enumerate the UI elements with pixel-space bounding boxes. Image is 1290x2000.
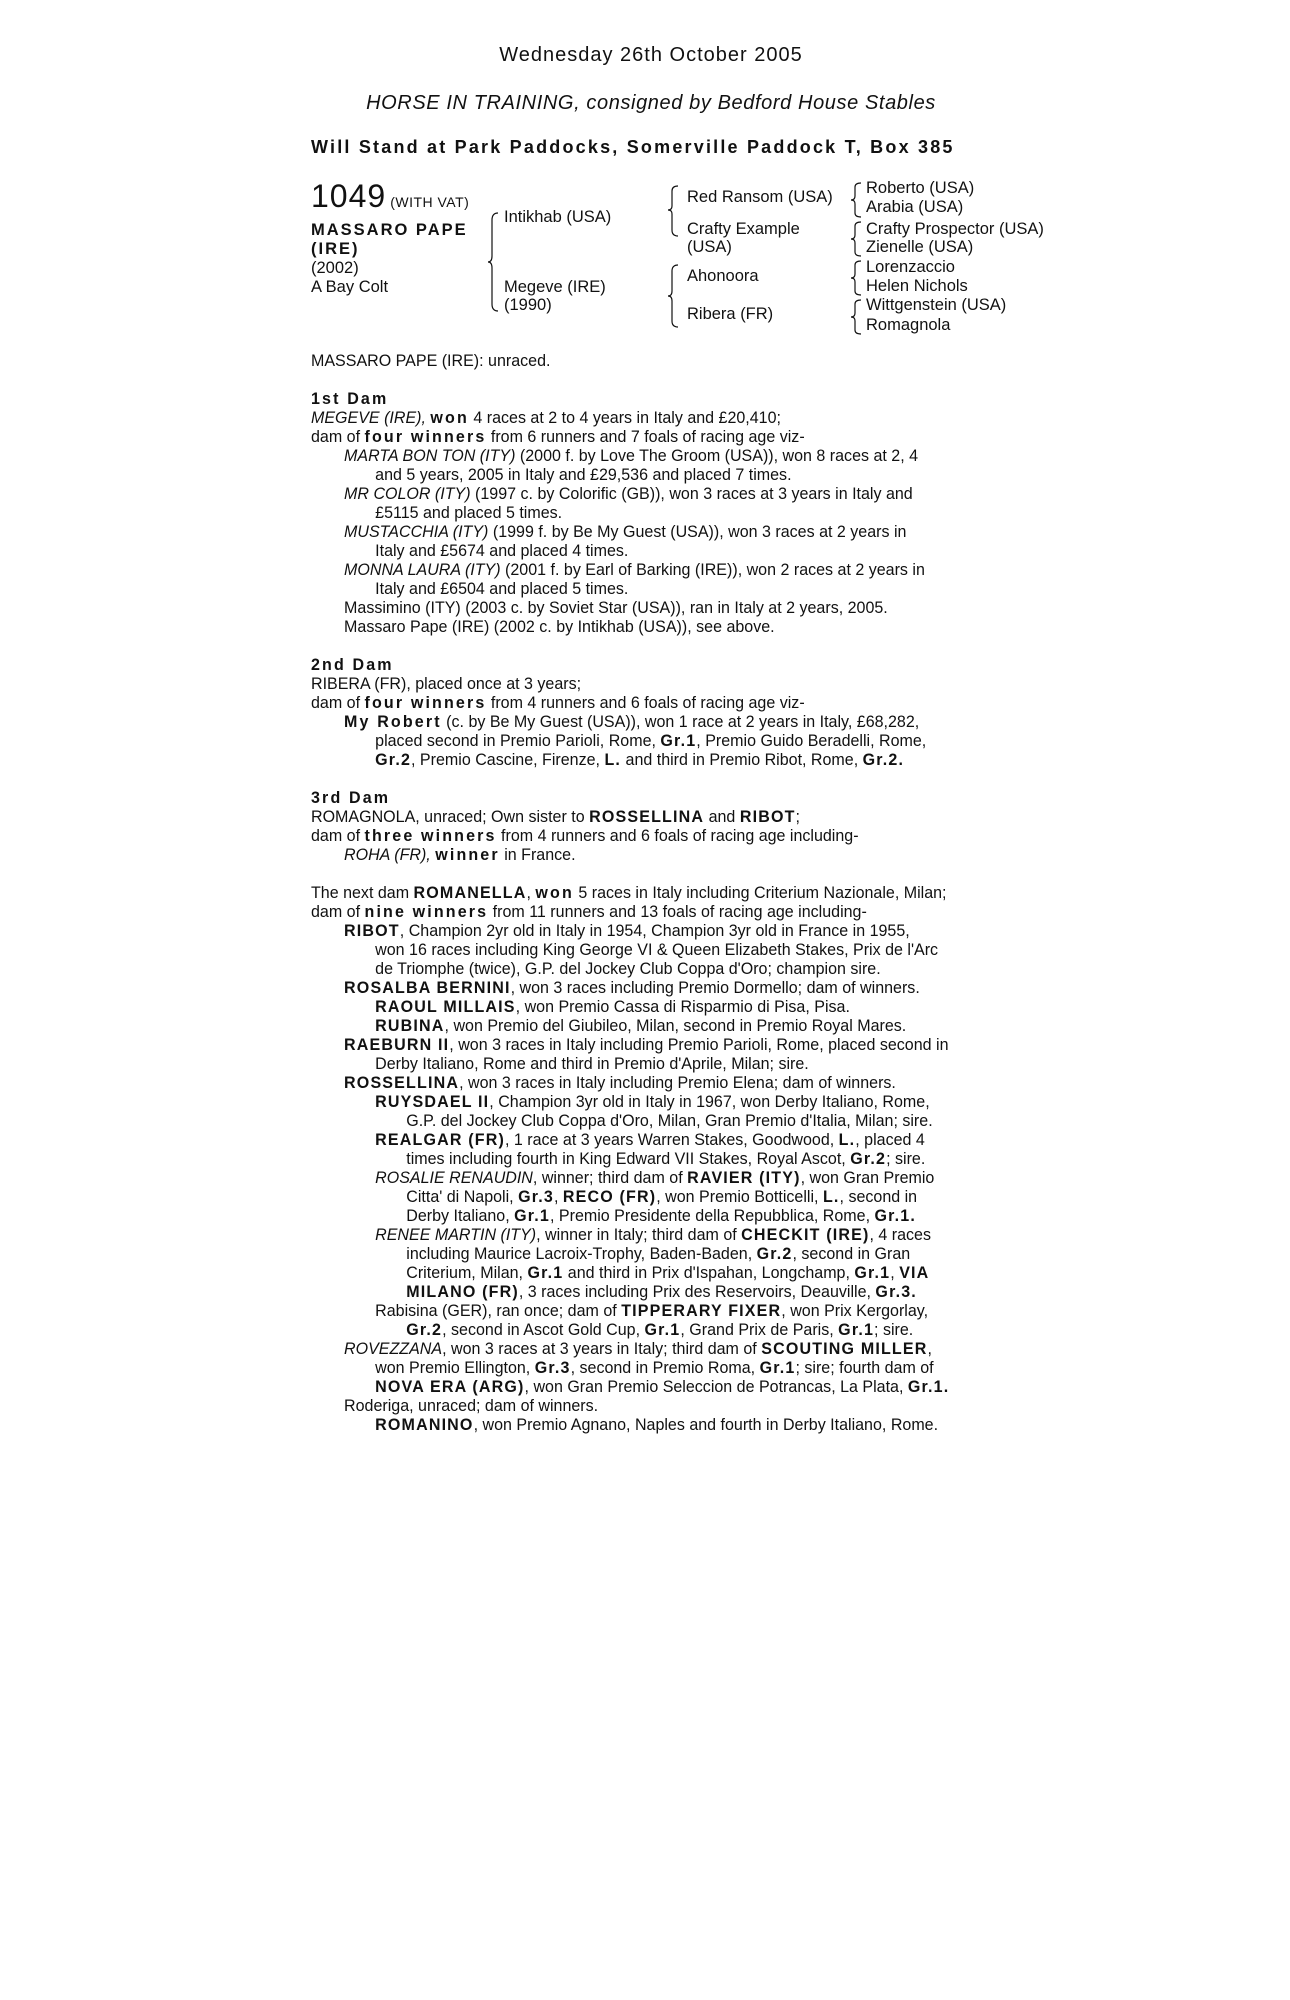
horse-name-italic: RENEE MARTIN (ITY): [375, 1226, 537, 1244]
dam2-line2: [311, 694, 1011, 713]
text: , Champion 3yr old in Italy in 1967, won Derby Italiano, Rome,: [489, 1093, 930, 1111]
horse-name-bold: REALGAR (FR): [375, 1131, 505, 1149]
horse-name-bold: RUBINA: [375, 1017, 445, 1035]
dam3-line2: [311, 827, 1011, 846]
text: Rabisina (GER), ran once; dam of: [375, 1302, 617, 1320]
grade: Gr.2: [406, 1321, 443, 1339]
horse-name-bold: SCOUTING MILLER: [761, 1340, 928, 1358]
text: from 6 runners and 7 foals of racing age viz-: [490, 428, 805, 446]
pedigree-bracket-g3b: [851, 221, 863, 257]
pedigree-block: [311, 178, 1071, 338]
rossellina-line: [311, 1074, 1011, 1093]
text: in France.: [504, 846, 576, 864]
rubina-line: [311, 1017, 1011, 1036]
horse-name-bold: RIBOT: [739, 808, 796, 826]
text: and third in Premio Ribot, Rome,: [625, 751, 859, 769]
horse-name-italic: ROVEZZANA: [344, 1340, 443, 1358]
text: , second in Premio Roma,: [570, 1359, 756, 1377]
dam2-progeny-1: [311, 713, 1011, 732]
rovezzana-cont1: [311, 1359, 1011, 1378]
text: , won 3 races in Italy including Premio Elena; dam of winners.: [459, 1074, 896, 1092]
pedigree-dam: [504, 278, 606, 314]
raoul-line: [311, 998, 1011, 1017]
consignment-line: HORSE IN TRAINING, consigned by Bedford House Stables: [366, 92, 936, 114]
text: , won 3 races at 3 years in Italy; third dam of: [442, 1340, 757, 1358]
rosalie-line: [311, 1169, 1011, 1188]
text: , won 3 races including Premio Dormello; dam of winners.: [510, 979, 920, 997]
dam1-progeny-4: [311, 561, 1011, 580]
progeny-record: (2001 f. by Earl of Barking (IRE)), won 2 races at 2 years in: [505, 561, 925, 579]
horse-name-bold: CHECKIT (IRE): [741, 1226, 870, 1244]
text: , winner in Italy; third dam of: [536, 1226, 737, 1244]
text: ;: [795, 808, 801, 826]
grade: Gr.1.: [907, 1378, 950, 1396]
pedigree-g3-2: Arabia (USA): [866, 198, 964, 216]
dam3-line1: [311, 808, 1011, 827]
pedigree-bracket-g3d: [851, 299, 863, 335]
text: dam of: [311, 694, 361, 712]
grade: L.: [838, 1131, 856, 1149]
text: ; sire.: [874, 1321, 914, 1339]
text: times including fourth in King Edward VII Stakes, Royal Ascot,: [406, 1150, 846, 1168]
pedigree-g3-1: Roberto (USA): [866, 179, 975, 197]
text: ,: [526, 884, 531, 902]
progeny-name: MONNA LAURA (ITY): [344, 561, 501, 579]
horse-name-bold: RAEBURN II: [344, 1036, 450, 1054]
text: , won Premio Agnano, Naples and fourth in Derby Italiano, Rome.: [473, 1416, 939, 1434]
pedigree-sire-sire: Red Ransom (USA): [687, 188, 833, 206]
won-label: won: [535, 884, 574, 902]
progeny-name: My Robert: [344, 713, 442, 731]
dam2-line1: RIBERA (FR), placed once at 3 years;: [311, 675, 582, 693]
lot-number: [311, 178, 469, 215]
ribot-cont1: won 16 races including King George VI & Queen Elizabeth Stakes, Prix de l'Arc: [375, 941, 939, 959]
stand-location: Will Stand at Park Paddocks, Somerville Paddock T, Box 385: [311, 137, 955, 157]
horse-name-bold: RECO (FR): [562, 1188, 657, 1206]
realgar-cont: [311, 1150, 1011, 1169]
progeny-record: (1997 c. by Colorific (GB)), won 3 races at 3 years in Italy and: [475, 485, 913, 503]
dam1-line1: [311, 409, 1011, 428]
grade: Gr.1: [854, 1264, 891, 1282]
text: , second in Ascot Gold Cup,: [442, 1321, 641, 1339]
horse-name-bold: RUYSDAEL II: [375, 1093, 490, 1111]
intro-line: MASSARO PAPE (IRE): unraced.: [311, 352, 551, 370]
realgar-line: [311, 1131, 1011, 1150]
pedigree-sire-dam-name: Crafty Example: [687, 220, 800, 238]
grade: Gr.3.: [875, 1283, 917, 1301]
renee-cont1: [311, 1245, 1011, 1264]
pedigree-bracket-dam: [668, 264, 680, 328]
grade: Gr.3: [534, 1359, 571, 1377]
rosalie-cont2: [311, 1207, 1011, 1226]
roderiga-line: Roderiga, unraced; dam of winners.: [344, 1397, 599, 1415]
text: , second in: [839, 1188, 918, 1206]
horse-name-bold: NOVA ERA (ARG): [375, 1378, 525, 1396]
text: , second in Gran: [792, 1245, 911, 1263]
grade: Gr.1: [838, 1321, 875, 1339]
pedigree-bracket-g3a: [851, 182, 863, 218]
text: , won Premio Botticelli,: [656, 1188, 819, 1206]
winners-count: four winners: [364, 694, 487, 712]
text: and third in Prix d'Ispahan, Longchamp,: [567, 1264, 850, 1282]
renee-cont3: [311, 1283, 1011, 1302]
ruysdael-line: [311, 1093, 1011, 1112]
grade: Gr.3: [518, 1188, 554, 1206]
dam1-progeny-2: [311, 485, 1011, 504]
horse-name-bold: ROMANINO: [375, 1416, 474, 1434]
horse-name: MASSARO PAPE: [311, 221, 468, 239]
romanino-line: [311, 1416, 1011, 1435]
grade: Gr.1: [527, 1264, 564, 1282]
horse-year: (2002): [311, 259, 359, 277]
nextdam-line1: [311, 884, 1011, 903]
rovezzana-cont2: [311, 1378, 1011, 1397]
text: , Premio Guido Beradelli, Rome,: [696, 732, 927, 750]
text: including Maurice Lacroix-Trophy, Baden-Baden,: [406, 1245, 753, 1263]
text: ; sire; fourth dam of: [795, 1359, 934, 1377]
text: , placed 4: [855, 1131, 925, 1149]
horse-country: (IRE): [311, 240, 360, 258]
progeny-name: MARTA BON TON (ITY): [344, 447, 516, 465]
text: from 4 runners and 6 foals of racing age including-: [501, 827, 859, 845]
rosalba-line: [311, 979, 1011, 998]
text: , winner; third dam of: [532, 1169, 683, 1187]
ruysdael-cont: G.P. del Jockey Club Coppa d'Oro, Milan, Gran Premio d'Italia, Milan; sire.: [406, 1112, 933, 1130]
text: from 11 runners and 13 foals of racing age including-: [492, 903, 867, 921]
text: Citta' di Napoli,: [406, 1188, 514, 1206]
text: dam of: [311, 428, 361, 446]
raeburn-cont: Derby Italiano, Rome and third in Premio d'Aprile, Milan; sire.: [375, 1055, 809, 1073]
dam1-heading: 1st Dam: [311, 390, 389, 408]
text: ; sire.: [886, 1150, 926, 1168]
text: , won Premio Cassa di Risparmio di Pisa, Pisa.: [515, 998, 850, 1016]
dam2-progeny-1-cont2: [311, 751, 1011, 770]
dam1-progeny-3: [311, 523, 1011, 542]
winner-label: winner: [435, 846, 500, 864]
dam2-heading: 2nd Dam: [311, 656, 394, 674]
horse-name-bold: RAVIER (ITY): [687, 1169, 801, 1187]
text: ,: [890, 1264, 895, 1282]
text: , 4 races: [869, 1226, 931, 1244]
text: , won Gran Premio Seleccion de Potrancas, La Plata,: [524, 1378, 904, 1396]
text: dam of: [311, 827, 361, 845]
text: Criterium, Milan,: [406, 1264, 524, 1282]
grade: Gr.1: [759, 1359, 796, 1377]
pedigree-g3-4: Zienelle (USA): [866, 238, 974, 256]
text: ,: [553, 1188, 559, 1206]
winners-count: four winners: [364, 428, 487, 446]
pedigree-g3-6: Helen Nichols: [866, 277, 968, 295]
text: , 3 races including Prix des Reservoirs, Deauville,: [518, 1283, 871, 1301]
pedigree-bracket-main: [488, 212, 500, 312]
pedigree-g3-5: Lorenzaccio: [866, 258, 955, 276]
progeny-record: (c. by Be My Guest (USA)), won 1 race at 2 years in Italy, £68,282,: [446, 713, 920, 731]
text: won Premio Ellington,: [375, 1359, 531, 1377]
horse-description: A Bay Colt: [311, 278, 389, 296]
text: , won 3 races in Italy including Premio Parioli, Rome, placed second in: [449, 1036, 949, 1054]
horse-details: [311, 221, 468, 297]
grade: Gr.1: [660, 732, 697, 750]
pedigree-g3-8: Romagnola: [866, 316, 951, 334]
horse-name-bold: ROSALBA BERNINI: [344, 979, 511, 997]
text: dam of: [311, 903, 361, 921]
grade: Gr.1.: [874, 1207, 917, 1225]
horse-name-bold: RAOUL MILLAIS: [375, 998, 516, 1016]
dam1-progeny-5: Massimino (ITY) (2003 c. by Soviet Star (USA)), ran in Italy at 2 years, 2005.: [344, 599, 888, 617]
text: , won Gran Premio: [800, 1169, 935, 1187]
horse-name-bold: VIA: [899, 1264, 930, 1282]
nextdam-line2: [311, 903, 1011, 922]
text: , Grand Prix de Paris,: [680, 1321, 834, 1339]
pedigree-dam-name: Megeve (IRE): [504, 278, 606, 296]
progeny-record: (1999 f. by Be My Guest (USA)), won 3 races at 2 years in: [492, 523, 907, 541]
vat-note: (WITH VAT): [390, 194, 470, 210]
rosalie-cont1: [311, 1188, 1011, 1207]
text: and: [708, 808, 736, 826]
horse-name-bold: MILANO (FR): [406, 1283, 519, 1301]
ribot-cont2: de Triomphe (twice), G.P. del Jockey Club Coppa d'Oro; champion sire.: [375, 960, 881, 978]
progeny-name: ROHA (FR),: [344, 846, 431, 864]
lot-number-value: 1049: [311, 178, 387, 214]
won-label: won: [430, 409, 469, 427]
catalogue-body: [311, 352, 1031, 1435]
text: placed second in Premio Parioli, Rome,: [375, 732, 656, 750]
text: ROMAGNOLA, unraced; Own sister to: [311, 808, 585, 826]
dam1-record: 4 races at 2 to 4 years in Italy and £20,410;: [473, 409, 781, 427]
text: from 4 runners and 6 foals of racing age viz-: [490, 694, 805, 712]
text: , Premio Presidente della Repubblica, Rome,: [550, 1207, 871, 1225]
text: , Premio Cascine, Firenze,: [411, 751, 600, 769]
pedigree-g3-7: Wittgenstein (USA): [866, 296, 1007, 314]
grade: Gr.2.: [862, 751, 905, 769]
renee-cont2: [311, 1264, 1011, 1283]
pedigree-dam-dam: Ribera (FR): [687, 305, 774, 323]
winners-count: nine winners: [364, 903, 489, 921]
raeburn-line: [311, 1036, 1011, 1055]
text: The next dam: [311, 884, 410, 902]
dam3-heading: 3rd Dam: [311, 789, 391, 807]
pedigree-dam-year: (1990): [504, 296, 552, 314]
pedigree-g3-3: Crafty Prospector (USA): [866, 220, 1044, 238]
pedigree-sire: Intikhab (USA): [504, 208, 612, 226]
ribot-line: [311, 922, 1011, 941]
dam2-progeny-1-cont1: [311, 732, 1011, 751]
dam1-progeny-4-cont: Italy and £6504 and placed 5 times.: [375, 580, 629, 598]
pedigree-bracket-sire: [668, 185, 680, 237]
renee-line: [311, 1226, 1011, 1245]
text: ,: [927, 1340, 932, 1358]
grade: Gr.2: [375, 751, 412, 769]
pedigree-dam-sire: Ahonoora: [687, 267, 759, 285]
dam3-progeny-1: [311, 846, 1011, 865]
progeny-name: MUSTACCHIA (ITY): [344, 523, 489, 541]
text: , 1 race at 3 years Warren Stakes, Goodwood,: [504, 1131, 835, 1149]
text: 5 races in Italy including Criterium Nazionale, Milan;: [578, 884, 947, 902]
grade: Gr.2: [850, 1150, 887, 1168]
horse-name-bold: RIBOT: [344, 922, 400, 940]
text: , Champion 2yr old in Italy in 1954, Champion 3yr old in France in 1955,: [399, 922, 910, 940]
dam1-progeny-2-cont: £5115 and placed 5 times.: [375, 504, 563, 522]
dam1-line2: [311, 428, 1011, 447]
horse-name-bold: ROMANELLA: [413, 884, 527, 902]
grade: Gr.1: [644, 1321, 681, 1339]
rovezzana-line: [311, 1340, 1011, 1359]
dam1-progeny-3-cont: Italy and £5674 and placed 4 times.: [375, 542, 629, 560]
dam1-progeny-1-cont: and 5 years, 2005 in Italy and £29,536 and placed 7 times.: [375, 466, 792, 484]
grade: Gr.1: [514, 1207, 551, 1225]
progeny-name: MR COLOR (ITY): [344, 485, 471, 503]
pedigree-sire-dam: [687, 220, 800, 256]
grade: L.: [604, 751, 622, 769]
text: , won Premio del Giubileo, Milan, second in Premio Royal Mares.: [444, 1017, 907, 1035]
grade: Gr.2: [756, 1245, 793, 1263]
rabisina-cont: [311, 1321, 1011, 1340]
dam1-progeny-6: Massaro Pape (IRE) (2002 c. by Intikhab (USA)), see above.: [344, 618, 775, 636]
winners-count: three winners: [364, 827, 497, 845]
sale-date: Wednesday 26th October 2005: [499, 44, 803, 66]
dam1-name: MEGEVE (IRE),: [311, 409, 426, 427]
text: Derby Italiano,: [406, 1207, 510, 1225]
horse-name-bold: ROSSELLINA: [589, 808, 705, 826]
horse-name-bold: TIPPERARY FIXER: [621, 1302, 782, 1320]
rabisina-line: [311, 1302, 1011, 1321]
text: , won Prix Kergorlay,: [781, 1302, 929, 1320]
progeny-record: (2000 f. by Love The Groom (USA)), won 8 races at 2, 4: [519, 447, 919, 465]
grade: L.: [822, 1188, 840, 1206]
horse-name-bold: ROSSELLINA: [344, 1074, 460, 1092]
pedigree-bracket-g3c: [851, 260, 863, 296]
dam1-progeny-1: [311, 447, 1011, 466]
horse-name-italic: ROSALIE RENAUDIN: [375, 1169, 533, 1187]
pedigree-sire-dam-country: (USA): [687, 238, 732, 256]
